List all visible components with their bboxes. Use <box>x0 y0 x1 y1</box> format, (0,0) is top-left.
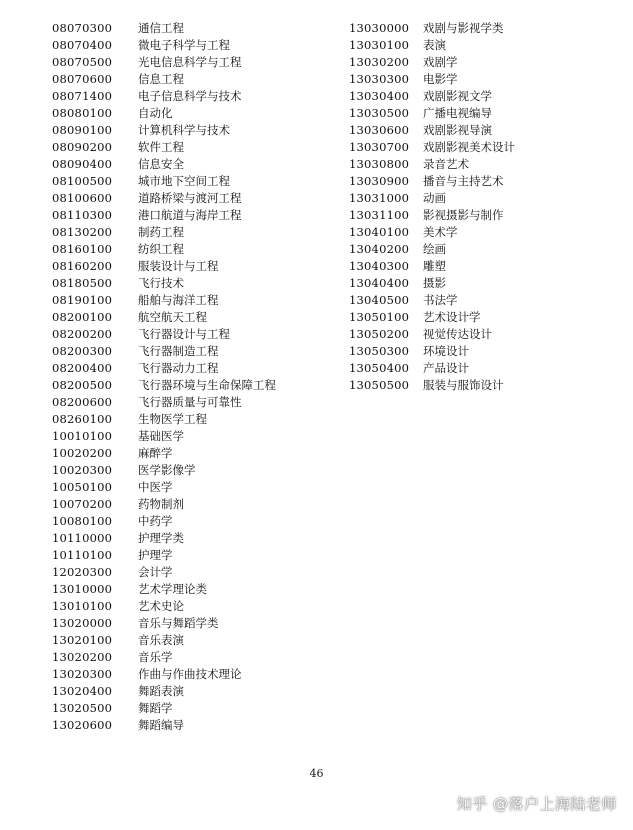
major-row <box>52 666 332 683</box>
major-code: 13030400 <box>349 89 410 103</box>
major-row <box>52 343 332 360</box>
major-row <box>52 700 332 717</box>
major-code: 12020300 <box>52 565 113 579</box>
major-name: 基础医学 <box>138 429 184 443</box>
major-row <box>349 20 619 37</box>
major-row <box>52 122 332 139</box>
major-code: 08200100 <box>52 310 113 324</box>
major-name: 戏剧影视美术设计 <box>423 140 515 154</box>
major-code: 13031100 <box>349 208 410 222</box>
major-name: 音乐学 <box>138 650 173 664</box>
major-row <box>349 377 619 394</box>
major-row <box>52 649 332 666</box>
major-row <box>52 292 332 309</box>
major-code: 08260100 <box>52 412 113 426</box>
major-code: 13030800 <box>349 157 410 171</box>
major-code: 08080100 <box>52 106 113 120</box>
major-code: 08200600 <box>52 395 113 409</box>
major-code: 13020500 <box>52 701 113 715</box>
major-code: 13040300 <box>349 259 410 273</box>
major-name: 戏剧学 <box>423 55 458 69</box>
major-code: 13050500 <box>349 378 410 392</box>
major-code: 10080100 <box>52 514 113 528</box>
major-code: 13030600 <box>349 123 410 137</box>
major-name: 电影学 <box>423 72 458 86</box>
major-name: 船舶与海洋工程 <box>138 293 219 307</box>
major-code: 08200400 <box>52 361 113 375</box>
major-code: 13020000 <box>52 616 113 630</box>
major-row <box>52 632 332 649</box>
major-code: 08190100 <box>52 293 113 307</box>
major-name: 软件工程 <box>138 140 184 154</box>
major-row <box>52 54 332 71</box>
right-major-list <box>349 20 619 394</box>
major-row <box>52 513 332 530</box>
major-code: 13020600 <box>52 718 113 732</box>
major-code: 08180500 <box>52 276 113 290</box>
major-row <box>52 173 332 190</box>
major-code: 13050200 <box>349 327 410 341</box>
major-name: 摄影 <box>423 276 446 290</box>
major-code: 08160200 <box>52 259 113 273</box>
major-row <box>52 428 332 445</box>
major-name: 会计学 <box>138 565 173 579</box>
major-row <box>349 54 619 71</box>
major-name: 书法学 <box>423 293 458 307</box>
major-name: 飞行器质量与可靠性 <box>138 395 242 409</box>
major-name: 广播电视编导 <box>423 106 492 120</box>
major-code: 08160100 <box>52 242 113 256</box>
major-row <box>349 71 619 88</box>
major-code: 10020300 <box>52 463 113 477</box>
major-row <box>52 88 332 105</box>
major-row <box>52 445 332 462</box>
major-code: 08130200 <box>52 225 113 239</box>
major-row <box>52 326 332 343</box>
major-name: 服装设计与工程 <box>138 259 219 273</box>
major-row <box>52 394 332 411</box>
major-row <box>349 190 619 207</box>
major-code: 13030300 <box>349 72 410 86</box>
major-code: 13030100 <box>349 38 410 52</box>
major-row <box>349 292 619 309</box>
major-name: 表演 <box>423 38 446 52</box>
major-name: 舞蹈编导 <box>138 718 184 732</box>
major-code: 13050300 <box>349 344 410 358</box>
major-name: 航空航天工程 <box>138 310 207 324</box>
major-name: 戏剧影视文学 <box>423 89 492 103</box>
major-row <box>349 360 619 377</box>
major-name: 生物医学工程 <box>138 412 207 426</box>
major-name: 音乐表演 <box>138 633 184 647</box>
major-code: 13010000 <box>52 582 113 596</box>
major-name: 动画 <box>423 191 446 205</box>
major-code: 08200200 <box>52 327 113 341</box>
major-code: 13031000 <box>349 191 410 205</box>
major-name: 城市地下空间工程 <box>138 174 230 188</box>
zhihu-watermark: 知乎 @落户上海陆老师 <box>456 795 617 813</box>
major-name: 道路桥梁与渡河工程 <box>138 191 242 205</box>
major-name: 信息工程 <box>138 72 184 86</box>
major-name: 护理学类 <box>138 531 184 545</box>
major-row <box>52 615 332 632</box>
major-code: 08090400 <box>52 157 113 171</box>
major-name: 艺术学理论类 <box>138 582 207 596</box>
major-code: 08070500 <box>52 55 113 69</box>
major-code: 10110100 <box>52 548 113 562</box>
major-name: 舞蹈学 <box>138 701 173 715</box>
major-row <box>52 241 332 258</box>
major-row <box>349 122 619 139</box>
major-code: 08200500 <box>52 378 113 392</box>
major-row <box>52 479 332 496</box>
major-row <box>349 241 619 258</box>
major-name: 产品设计 <box>423 361 469 375</box>
major-code: 08100500 <box>52 174 113 188</box>
major-row <box>349 309 619 326</box>
major-code: 08100600 <box>52 191 113 205</box>
major-name: 港口航道与海岸工程 <box>138 208 242 222</box>
major-row <box>52 224 332 241</box>
major-row <box>349 105 619 122</box>
major-name: 中药学 <box>138 514 173 528</box>
major-name: 飞行器制造工程 <box>138 344 219 358</box>
major-code: 13020200 <box>52 650 113 664</box>
major-name: 美术学 <box>423 225 458 239</box>
major-row <box>349 139 619 156</box>
major-code: 08070600 <box>52 72 113 86</box>
major-code: 10010100 <box>52 429 113 443</box>
major-row <box>349 275 619 292</box>
major-name: 艺术设计学 <box>423 310 481 324</box>
major-code: 08070300 <box>52 21 113 35</box>
major-row <box>52 105 332 122</box>
major-code: 13040400 <box>349 276 410 290</box>
major-code: 13010100 <box>52 599 113 613</box>
major-code: 10110000 <box>52 531 113 545</box>
major-row <box>349 173 619 190</box>
major-name: 护理学 <box>138 548 173 562</box>
major-name: 信息安全 <box>138 157 184 171</box>
major-code: 13050400 <box>349 361 410 375</box>
major-row <box>52 139 332 156</box>
major-row <box>349 88 619 105</box>
major-row <box>52 496 332 513</box>
major-code: 13040100 <box>349 225 410 239</box>
major-row <box>52 377 332 394</box>
major-code: 10020200 <box>52 446 113 460</box>
page-number: 46 <box>309 767 324 780</box>
major-name: 绘画 <box>423 242 446 256</box>
major-name: 艺术史论 <box>138 599 184 613</box>
major-code: 08071400 <box>52 89 113 103</box>
major-name: 戏剧影视导演 <box>423 123 492 137</box>
major-row <box>52 360 332 377</box>
left-major-list <box>52 20 332 734</box>
major-name: 作曲与作曲技术理论 <box>138 667 242 681</box>
major-row <box>52 20 332 37</box>
major-row <box>349 37 619 54</box>
major-row <box>52 462 332 479</box>
major-code: 08090200 <box>52 140 113 154</box>
major-row <box>52 258 332 275</box>
major-name: 医学影像学 <box>138 463 196 477</box>
major-name: 舞蹈表演 <box>138 684 184 698</box>
major-row <box>52 207 332 224</box>
major-code: 10070200 <box>52 497 113 511</box>
major-code: 08200300 <box>52 344 113 358</box>
major-name: 戏剧与影视学类 <box>423 21 504 35</box>
major-name: 纺织工程 <box>138 242 184 256</box>
major-code: 13020100 <box>52 633 113 647</box>
major-code: 13030000 <box>349 21 410 35</box>
major-name: 电子信息科学与技术 <box>138 89 242 103</box>
major-code: 13030200 <box>349 55 410 69</box>
major-row <box>52 156 332 173</box>
major-name: 雕塑 <box>423 259 446 273</box>
major-name: 药物制剂 <box>138 497 184 511</box>
major-name: 环境设计 <box>423 344 469 358</box>
major-code: 13040500 <box>349 293 410 307</box>
major-name: 通信工程 <box>138 21 184 35</box>
major-row <box>52 564 332 581</box>
major-code: 13050100 <box>349 310 410 324</box>
major-row <box>52 71 332 88</box>
major-name: 视觉传达设计 <box>423 327 492 341</box>
major-code: 13030700 <box>349 140 410 154</box>
major-name: 飞行器环境与生命保障工程 <box>138 378 276 392</box>
major-row <box>52 683 332 700</box>
major-row <box>52 717 332 734</box>
major-row <box>52 309 332 326</box>
major-name: 播音与主持艺术 <box>423 174 504 188</box>
major-row <box>52 190 332 207</box>
major-name: 飞行器动力工程 <box>138 361 219 375</box>
major-row <box>52 547 332 564</box>
major-row <box>349 156 619 173</box>
major-code: 13020300 <box>52 667 113 681</box>
major-row <box>349 207 619 224</box>
major-code: 13030900 <box>349 174 410 188</box>
major-code: 08110300 <box>52 208 113 222</box>
major-row <box>52 581 332 598</box>
major-name: 录音艺术 <box>423 157 469 171</box>
major-name: 麻醉学 <box>138 446 173 460</box>
major-code: 13020400 <box>52 684 113 698</box>
major-code: 13030500 <box>349 106 410 120</box>
major-row <box>52 530 332 547</box>
major-name: 音乐与舞蹈学类 <box>138 616 219 630</box>
major-name: 飞行技术 <box>138 276 184 290</box>
major-name: 制药工程 <box>138 225 184 239</box>
major-name: 服装与服饰设计 <box>423 378 504 392</box>
major-name: 微电子科学与工程 <box>138 38 230 52</box>
major-name: 自动化 <box>138 106 173 120</box>
major-row <box>349 326 619 343</box>
major-name: 影视摄影与制作 <box>423 208 504 222</box>
major-code: 10050100 <box>52 480 113 494</box>
major-row <box>349 343 619 360</box>
major-code: 08090100 <box>52 123 113 137</box>
major-name: 光电信息科学与工程 <box>138 55 242 69</box>
major-name: 计算机科学与技术 <box>138 123 230 137</box>
major-code: 13040200 <box>349 242 410 256</box>
major-code: 08070400 <box>52 38 113 52</box>
major-name: 飞行器设计与工程 <box>138 327 230 341</box>
major-row <box>349 224 619 241</box>
major-name: 中医学 <box>138 480 173 494</box>
major-row <box>52 37 332 54</box>
major-row <box>52 411 332 428</box>
major-row <box>52 598 332 615</box>
major-row <box>52 275 332 292</box>
major-row <box>349 258 619 275</box>
